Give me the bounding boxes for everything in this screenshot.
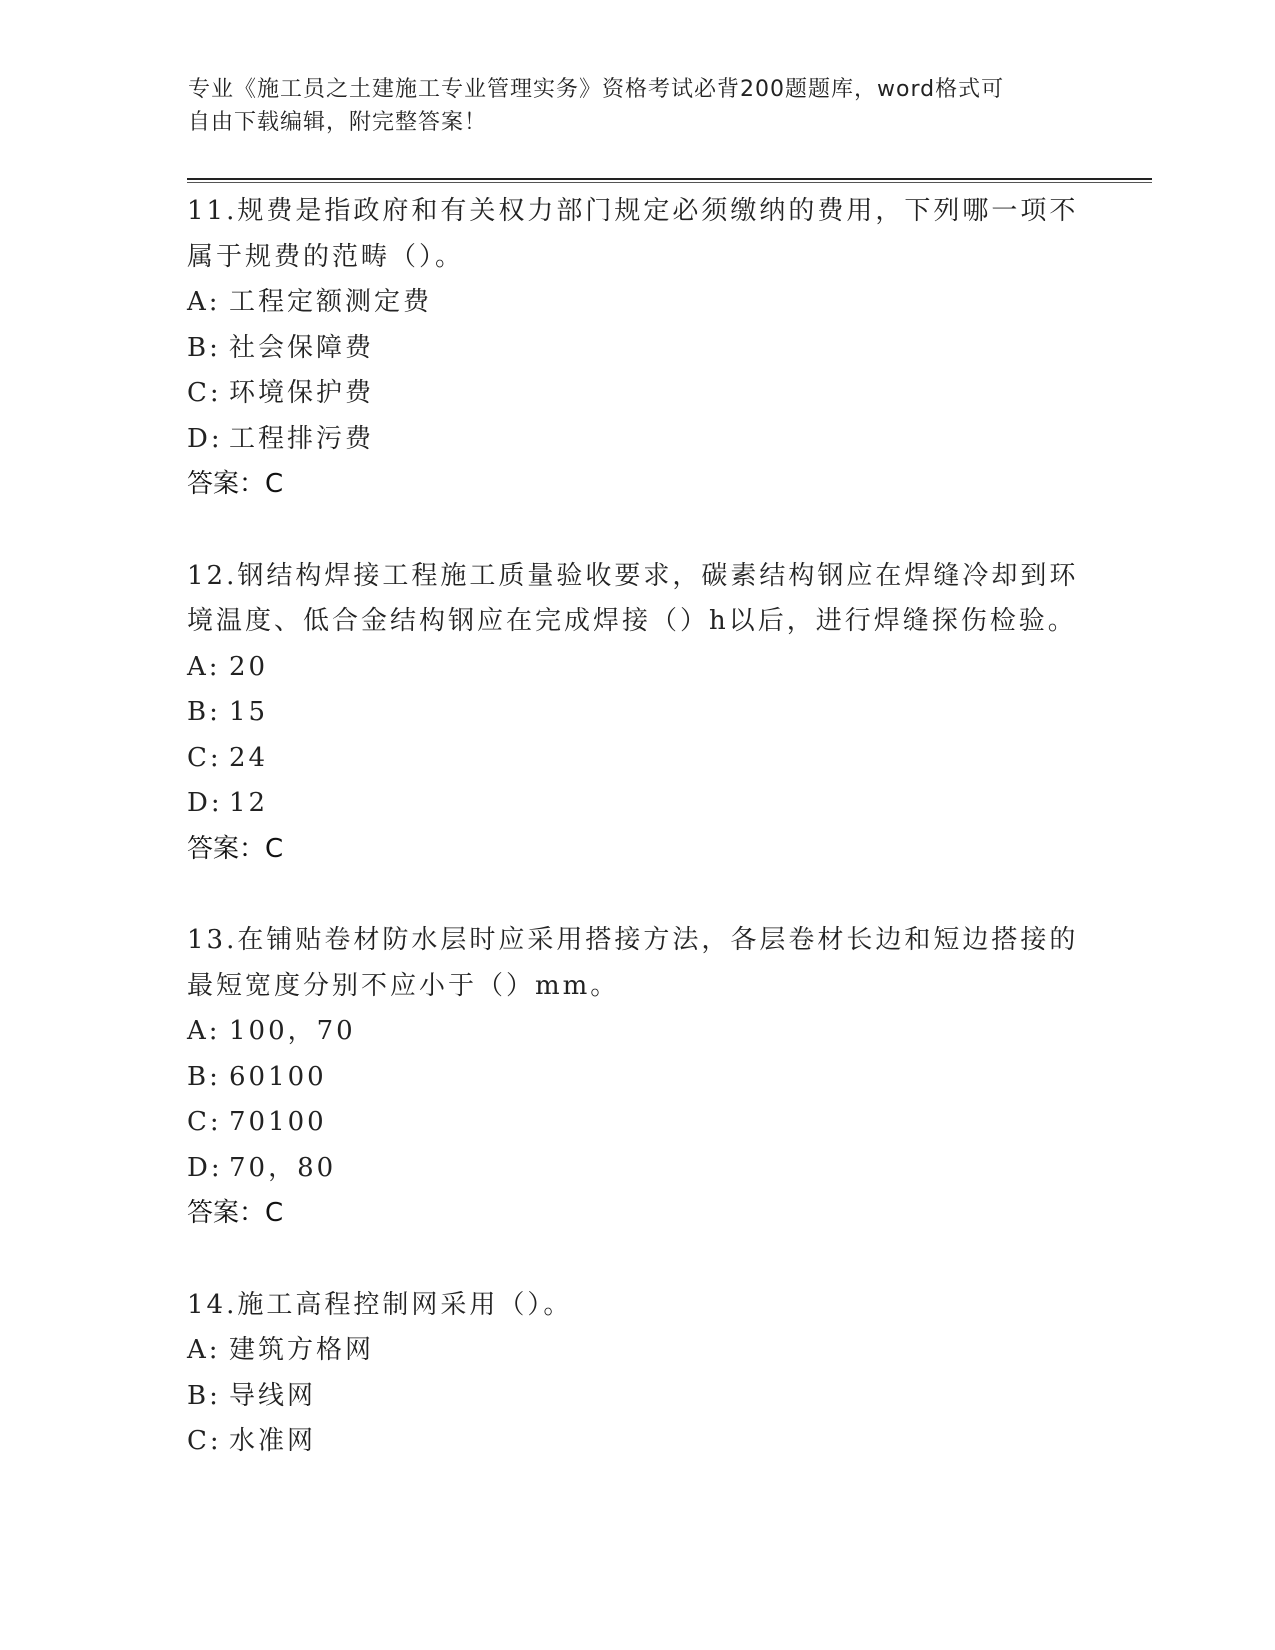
option-key: D: bbox=[187, 1152, 223, 1183]
option-text: 100，70 bbox=[229, 1016, 356, 1046]
option-key: C: bbox=[187, 1107, 222, 1137]
option-key: A: bbox=[187, 287, 221, 317]
option-text: 社会保障费 bbox=[229, 332, 375, 363]
option-key: D: bbox=[187, 788, 223, 818]
option-a bbox=[187, 645, 1087, 691]
option-text: 70100 bbox=[229, 1107, 327, 1137]
document-header bbox=[188, 73, 1088, 139]
option-key: B: bbox=[187, 332, 221, 363]
option-text: 15 bbox=[229, 697, 269, 727]
option-c bbox=[187, 1100, 1087, 1146]
option-text: 20 bbox=[229, 651, 269, 682]
question-stem-line: 12.钢结构焊接工程施工质量验收要求，碳素结构钢应在焊缝冷却到环 bbox=[187, 560, 1079, 591]
option-text: 12 bbox=[229, 788, 269, 818]
option-c bbox=[187, 736, 1087, 782]
question-stem-line: 属于规费的范畴（）。 bbox=[187, 241, 465, 272]
header-line-1: 专业《施工员之土建施工专业管理实务》资格考试必背200题题库，word格式可 bbox=[188, 77, 1005, 102]
question-13 bbox=[187, 918, 1087, 1237]
question-12 bbox=[187, 554, 1087, 873]
option-b bbox=[187, 326, 1087, 372]
option-b bbox=[187, 1374, 1087, 1420]
option-text: 工程定额测定费 bbox=[229, 287, 433, 317]
option-key: C: bbox=[187, 742, 222, 773]
answer-line: 答案：C bbox=[187, 1198, 284, 1228]
header-divider-thick bbox=[187, 178, 1152, 180]
option-b bbox=[187, 1055, 1087, 1101]
option-text: 导线网 bbox=[229, 1380, 317, 1411]
answer-line: 答案：C bbox=[187, 469, 284, 499]
option-text: 60100 bbox=[229, 1061, 327, 1092]
question-stem-line: 13.在铺贴卷材防水层时应采用搭接方法，各层卷材长边和短边搭接的 bbox=[187, 925, 1079, 955]
option-key: A: bbox=[187, 651, 221, 682]
option-text: 24 bbox=[229, 742, 269, 773]
option-d bbox=[187, 781, 1087, 827]
question-14 bbox=[187, 1283, 1087, 1465]
option-key: C: bbox=[187, 1426, 222, 1456]
option-key: B: bbox=[187, 1380, 221, 1411]
question-list bbox=[187, 189, 1087, 1465]
option-a bbox=[187, 1009, 1087, 1055]
option-key: C: bbox=[187, 378, 222, 408]
option-key: B: bbox=[187, 697, 221, 727]
header-divider-thin bbox=[187, 182, 1152, 183]
question-stem-line: 境温度、低合金结构钢应在完成焊接（）h以后，进行焊缝探伤检验。 bbox=[187, 606, 1077, 636]
question-stem-line: 11.规费是指政府和有关权力部门规定必须缴纳的费用，下列哪一项不 bbox=[187, 196, 1079, 226]
header-line-2: 自由下载编辑，附完整答案！ bbox=[188, 110, 488, 135]
question-stem-line: 最短宽度分别不应小于（）mm。 bbox=[187, 970, 620, 1001]
option-text: 环境保护费 bbox=[229, 378, 375, 408]
option-text: 建筑方格网 bbox=[229, 1335, 375, 1365]
option-d bbox=[187, 417, 1087, 463]
option-c bbox=[187, 1419, 1087, 1465]
option-key: B: bbox=[187, 1061, 221, 1092]
answer-line: 答案：C bbox=[187, 833, 284, 864]
option-text: 工程排污费 bbox=[229, 423, 375, 454]
option-key: A: bbox=[187, 1335, 221, 1365]
question-stem-line: 14.施工高程控制网采用（）。 bbox=[187, 1289, 573, 1320]
option-c bbox=[187, 371, 1087, 417]
question-11 bbox=[187, 189, 1087, 508]
option-key: A: bbox=[187, 1016, 221, 1046]
option-d bbox=[187, 1146, 1087, 1192]
option-text: 70，80 bbox=[229, 1152, 337, 1183]
option-a bbox=[187, 1328, 1087, 1374]
option-b bbox=[187, 690, 1087, 736]
option-key: D: bbox=[187, 423, 223, 454]
option-text: 水准网 bbox=[229, 1426, 317, 1456]
option-a bbox=[187, 280, 1087, 326]
